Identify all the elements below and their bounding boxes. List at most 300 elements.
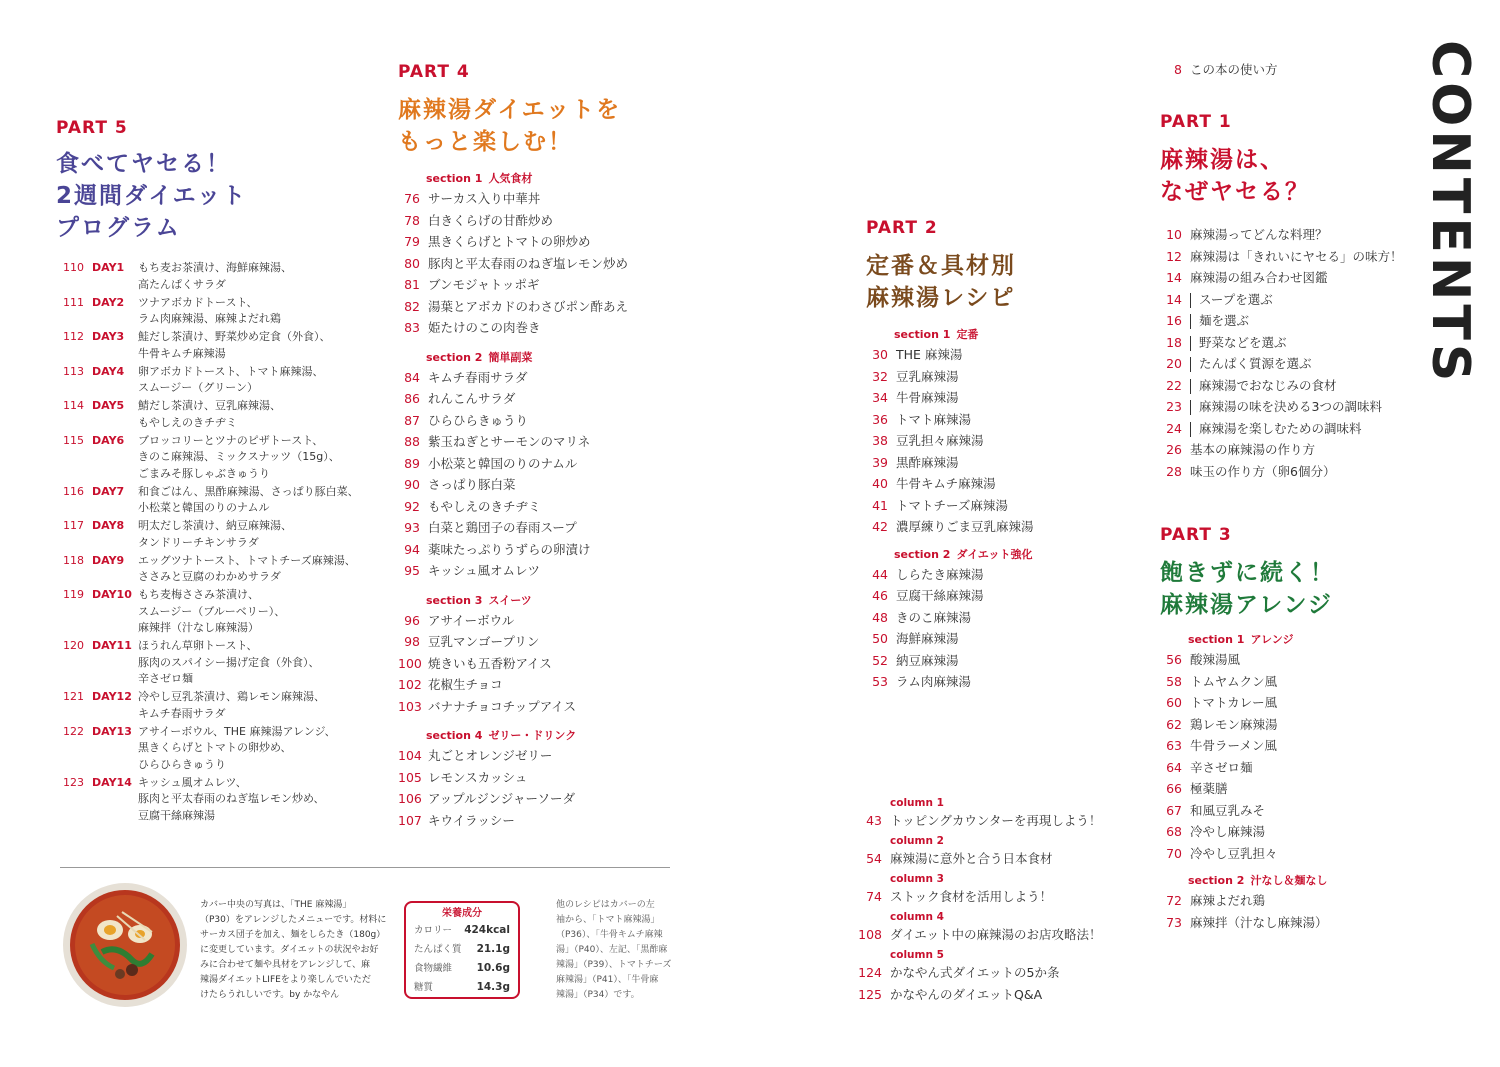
day-menu [138,775,325,825]
entry-text: 海鮮麻辣湯 [896,631,959,646]
toc-entry[interactable] [866,368,1146,390]
toc-entry[interactable] [1160,759,1420,781]
toc-entry[interactable] [398,676,698,698]
note-line: 辣湯」（P39）、トマトチーズ [556,960,672,970]
page-number: 98 [404,634,420,649]
entry-text: 豆乳担々麻辣湯 [896,433,984,448]
toc-entry[interactable] [1160,248,1420,270]
page-number: 39 [872,454,888,470]
section-title: ダイエット強化 [956,547,1033,561]
section-label: section 2 [894,547,951,561]
entry-text: 豆乳麻辣湯 [896,368,959,384]
toc-entry[interactable] [1160,845,1420,867]
page-number: 117 [63,519,84,532]
day-entry[interactable] [56,553,376,586]
toc-entry[interactable] [398,319,698,341]
part-title [398,94,698,158]
toc-entry[interactable] [398,655,698,677]
toc-entry[interactable] [398,255,698,277]
day-menu [138,433,340,483]
day-label: DAY4 [92,364,125,378]
day-label: DAY12 [92,690,132,703]
entry-text: 和風豆乳みそ [1190,802,1266,818]
toc-entry[interactable] [1160,355,1420,377]
menu-line: キムチ春雨サラダ [138,706,226,720]
entry-text: 黒きくらげとトマトの卵炒め [428,234,591,249]
section-title: 汁なし＆麺なし [1250,874,1328,887]
section-list [398,612,698,720]
cover-note [200,898,386,1003]
entry-text: 丸ごとオレンジゼリー [428,748,553,763]
page-number: 119 [63,588,84,601]
section-title: 簡単副菜 [488,350,533,364]
nutrition-row [414,940,510,959]
day-menu [138,638,320,688]
page-number: 14 [1166,291,1182,307]
toc-entry[interactable] [398,612,698,634]
entry-text: トムヤムクン風 [1190,673,1278,689]
toc-entry[interactable] [866,673,1146,695]
note-line: 麻辣湯」（P41）、「牛骨麻 [556,975,659,985]
toc-entry[interactable] [398,812,698,834]
toc-entry[interactable] [398,747,698,769]
toc-entry[interactable] [398,298,698,320]
toc-entry[interactable] [866,454,1146,476]
page-number: 114 [63,399,84,412]
section-list [1160,892,1420,935]
section-heading [894,544,1146,566]
page-number: 22 [1166,377,1182,393]
column-entry [858,887,1148,909]
note-line: （P36）、「牛骨キムチ麻辣 [556,930,663,940]
nutrition-box [404,901,520,999]
section-title: スイーツ [488,593,532,607]
page-number: 46 [872,588,888,603]
day-entry[interactable] [56,775,376,825]
section-list [866,566,1146,695]
page-number: 72 [1166,893,1182,908]
entry-text: 豆腐干絲麻辣湯 [896,588,984,603]
entry-text: しらたき麻辣湯 [896,566,984,582]
page-number: 10 [1166,227,1182,242]
note-line: サーカス団子を加え、麺をしらたき（180g） [200,930,386,940]
entry-text: 辛さゼロ麺 [1190,759,1253,775]
entry-text: 麻辣湯の味を決める3つの調味料 [1199,399,1382,414]
toc-entry[interactable] [398,390,698,412]
page-number: 58 [1166,673,1182,689]
entry-text: 味玉の作り方（卵6個分） [1190,463,1336,479]
part-label: PART 4 [398,62,470,82]
entry-text: 豚肉と平太春雨のねぎ塩レモン炒め [428,255,629,271]
day-entry[interactable] [56,260,376,293]
entry-text: トマトチーズ麻辣湯 [896,497,1008,513]
toc-entry[interactable] [398,698,698,720]
part4-block [398,62,698,833]
menu-line: 明太だし茶漬け、納豆麻辣湯、 [138,519,292,532]
toc-entry[interactable] [866,609,1146,631]
page-number: 82 [404,298,420,314]
part2-sections [866,324,1146,695]
column-item[interactable] [858,909,1148,947]
toc-entry[interactable] [1160,269,1420,291]
day-entry[interactable] [56,587,376,637]
nutrition-row [414,978,510,997]
section-label: section 1 [426,172,483,185]
page-number: 32 [872,368,888,384]
entry-text: ラム肉麻辣湯 [896,674,971,689]
toc-entry[interactable] [1160,441,1420,463]
nutrition-row [414,959,510,978]
page-number: 123 [63,775,84,789]
part-label: PART 5 [56,118,128,138]
column-label: column 2 [890,835,944,847]
toc-entry[interactable] [1160,914,1420,936]
page-number: 30 [872,347,888,362]
title-line: 飽きずに続く！ [1160,560,1335,586]
title-line: 定番＆具材別 [866,253,1016,279]
title-line: 食べてヤセる！ [56,151,231,177]
page-number: 115 [63,433,84,447]
entry-text: 納豆麻辣湯 [896,652,959,668]
menu-line: 和食ごはん、黒酢麻辣湯、さっぱり豚白菜、 [138,484,359,498]
toc-entry[interactable] [866,432,1146,454]
nutrition-value: 14.3g [476,981,510,993]
toc-entry[interactable] [398,519,698,541]
day-label: DAY5 [92,399,125,412]
page-number: 100 [398,655,422,671]
entry-text: 極薬膳 [1190,781,1228,796]
toc-entry[interactable] [398,433,698,455]
toc-entry[interactable] [398,498,698,520]
toc-entry[interactable] [1160,694,1420,716]
day-entry[interactable] [56,689,376,722]
page-number: 50 [872,631,888,646]
column-item[interactable] [858,871,1148,909]
entry-text: もやしえのきチヂミ [428,498,541,514]
toc-entry[interactable] [866,630,1146,652]
toc-entry[interactable] [866,518,1146,540]
entry-text: さっぱり豚白菜 [428,477,516,492]
menu-line: キッシュ風オムレツ、 [138,775,247,789]
toc-entry[interactable] [398,562,698,584]
menu-line: ほうれん草卵トースト、 [138,639,258,652]
sub-bar [1190,400,1191,415]
day-entry[interactable] [56,398,376,431]
page-number: 102 [398,677,422,692]
nutrition-value: 10.6g [476,962,510,974]
entry-text: 豆乳マンゴープリン [428,634,540,649]
menu-line: ひらひらきゅうり [138,757,226,771]
entry-text: たんぱく質源を選ぶ [1199,356,1312,371]
toc-entry[interactable] [1160,673,1420,695]
section-list [1160,651,1420,866]
day-entry[interactable] [56,329,376,362]
title-line: 2週間ダイエット [56,183,248,209]
menu-line: タンドリーチキンサラダ [138,535,259,549]
sub-bar [1190,336,1191,351]
menu-line: 黒きくらげとトマトの卵炒め、 [138,741,292,754]
column-item[interactable] [858,985,1148,1007]
day-label: DAY1 [92,261,125,274]
day-menu [138,295,281,328]
intro-entry[interactable] [1160,61,1278,83]
page-number: 86 [404,391,420,406]
section-title: ゼリー・ドリンク [488,729,577,742]
menu-line: ツナアボカドトースト、 [138,295,258,309]
nutrition-row [414,921,510,940]
page-number: 66 [1166,781,1182,796]
section-title: 定番 [956,328,979,341]
toc-entry[interactable] [1160,892,1420,914]
page-number: 110 [63,261,84,274]
toc-entry[interactable] [398,541,698,563]
page-number: 89 [404,455,420,471]
page-number: 94 [404,541,420,557]
menu-line: 高たんぱくサラダ [138,277,226,291]
page-number: 64 [1166,759,1182,775]
page-number: 104 [398,748,422,763]
toc-entry[interactable] [398,212,698,234]
toc-entry[interactable] [866,411,1146,433]
toc-entry[interactable] [1160,651,1420,673]
entry-text: 黒酢麻辣湯 [896,454,959,470]
column-entry [858,849,1148,871]
part3-sections [1160,629,1420,935]
column-entry [858,925,1148,947]
column-item[interactable] [858,947,1148,985]
toc-entry[interactable] [1160,802,1420,824]
page-number: 36 [872,411,888,427]
section-label: section 3 [426,593,483,607]
section-heading [1188,629,1420,651]
page-number: 103 [398,698,422,714]
toc-entry[interactable] [1160,291,1420,313]
toc-entry[interactable] [1160,737,1420,759]
toc-entry[interactable] [866,587,1146,609]
entry-text: 冷やし豆乳担々 [1190,845,1278,861]
menu-line: スムージー（ブルーベリー）、 [138,604,286,618]
page-number: 78 [404,212,420,228]
title-line: プログラム [56,215,181,241]
day-entry[interactable] [56,433,376,483]
part1-block [1160,112,1420,484]
entry-text: かなやんのダイエットQ&A [890,987,1043,1002]
entry-text: 麻辣湯ってどんな料理？ [1190,227,1328,242]
toc-entry[interactable] [1160,377,1420,399]
nutrition-title: 栄養成分 [442,908,482,919]
menu-line: ブロッコリーとツナのピザトースト、 [138,433,324,447]
toc-entry[interactable] [866,497,1146,519]
day-entry[interactable] [56,484,376,517]
entry-text: れんこんサラダ [428,391,516,406]
column-label: column 4 [890,911,944,923]
entry-text: 麻辣湯でおなじみの食材 [1199,377,1337,393]
toc-entry[interactable] [398,769,698,791]
toc-entry[interactable] [1160,716,1420,738]
entry-text: キムチ春雨サラダ [428,369,528,385]
entry-text: 牛骨麻辣湯 [896,390,959,405]
day-label: DAY3 [92,330,125,343]
entry-text: この本の使い方 [1190,62,1278,77]
entry-text: サーカス入り中華丼 [428,191,541,206]
entry-text: 牛骨キムチ麻辣湯 [896,476,996,491]
menu-line: 麻辣拌（汁なし麻辣湯） [138,621,259,634]
column-item[interactable] [858,833,1148,871]
page-number: 113 [63,364,84,378]
page-number: 20 [1166,356,1182,371]
day-menu [138,329,331,362]
day-entry[interactable] [56,295,376,328]
day-entry[interactable] [56,518,376,551]
page-number: 76 [404,191,420,206]
entry-text: レモンスカッシュ [428,769,528,785]
entry-text: 麻辣拌（汁なし麻辣湯） [1190,914,1328,930]
toc-entry[interactable] [1160,312,1420,334]
menu-line: 鯖だし茶漬け、豆乳麻辣湯、 [138,399,281,412]
sub-bar [1190,422,1191,437]
section-list [398,747,698,833]
toc-entry[interactable] [398,412,698,434]
toc-entry[interactable] [1160,780,1420,802]
columns-block [858,795,1148,1007]
nutrition-label: たんぱく質 [414,944,462,955]
toc-entry[interactable] [1160,420,1420,442]
page-number: 40 [872,476,888,491]
entry-text: 牛骨ラーメン風 [1190,738,1277,753]
page-number: 106 [398,791,422,806]
page-number: 92 [404,498,420,514]
entry-text: トマト麻辣湯 [896,411,972,427]
part-title [1160,557,1420,621]
toc-entry[interactable] [1160,823,1420,845]
day-menu [138,689,325,722]
page-number: 38 [872,433,888,448]
page-number: 24 [1166,420,1182,436]
toc-entry[interactable] [398,369,698,391]
day-menu [138,484,359,517]
toc-entry[interactable] [398,476,698,498]
other-recipes-note [556,898,671,1003]
day-label: DAY9 [92,553,125,567]
toc-entry[interactable] [1160,334,1420,356]
section-heading [426,725,698,747]
section-label: section 1 [1188,633,1245,646]
day-entry[interactable] [56,364,376,397]
menu-line: ごまみそ豚しゃぶきゅうり [138,466,270,480]
toc-entry[interactable] [398,790,698,812]
menu-line: もち麦梅ささみ茶漬け、 [138,588,259,601]
day-entry[interactable] [56,638,376,688]
menu-line: 小松菜と韓国のりのナムル [138,501,270,514]
day-label: DAY8 [92,519,125,532]
entry-text: トッピングカウンターを再現しよう！ [890,813,1102,828]
menu-line: エッグツナトースト、トマトチーズ麻辣湯、 [138,553,356,567]
entry-text: 湯葉とアボカドのわさびポン酢あえ [428,298,629,314]
toc-entry[interactable] [398,455,698,477]
toc-entry[interactable] [866,566,1146,588]
entry-text: 姫たけのこの肉巻き [428,320,541,335]
column-item[interactable] [858,795,1148,833]
part-label: PART 3 [1160,525,1232,545]
part5-days [56,260,376,824]
toc-entry[interactable] [1160,398,1420,420]
day-menu [138,398,281,431]
entry-text: ダイエット中の麻辣湯のお店攻略法！ [890,927,1102,942]
column-label: column 1 [890,797,944,809]
entry-text: ひらひらきゅうり [428,412,529,428]
note-line: みに合わせて麺や具材をアレンジして、麻 [200,960,371,970]
page-number: 44 [872,566,888,582]
day-label: DAY6 [92,433,125,447]
day-menu [138,553,356,586]
part-title [1160,144,1420,208]
entry-text: ストック食材を活用しよう！ [890,889,1053,904]
page-number: 107 [398,812,422,828]
page-number: 56 [1166,652,1182,667]
sub-bar [1190,293,1191,308]
entry-text: ブンモジャトッポギ [428,277,540,292]
toc-entry[interactable] [398,190,698,212]
page-number: 96 [404,612,420,628]
note-line: カバー中央の写真は、「THE 麻辣湯」 [200,900,352,910]
toc-entry[interactable] [866,346,1146,368]
toc-entry[interactable] [398,276,698,298]
divider [60,867,670,868]
entry-text: 濃厚練りごま豆乳麻辣湯 [896,519,1034,534]
part3-block [1160,525,1420,935]
menu-line: 豆腐干絲麻辣湯 [138,808,215,822]
entry-text: きのこ麻辣湯 [896,609,972,625]
page-number: 73 [1166,914,1182,930]
day-entry[interactable] [56,724,376,774]
page-number: 41 [872,497,888,513]
toc-entry[interactable] [866,475,1146,497]
toc-entry[interactable] [866,389,1146,411]
page-number: 81 [404,277,420,292]
day-label: DAY2 [92,295,125,309]
menu-line: 鮭だし茶漬け、野菜炒め定食（外食）、 [138,330,331,343]
menu-line: スムージー（グリーン） [138,381,259,394]
page-number: 70 [1166,845,1182,861]
page-number: 67 [1166,802,1182,818]
note-line: 辣湯」（P34）です。 [556,990,640,1000]
page-number: 18 [1166,334,1182,350]
page-number: 34 [872,390,888,405]
section-heading [426,590,698,612]
entry-text: 麺を選ぶ [1199,313,1250,328]
part-label: PART 1 [1160,112,1232,132]
column-entry [858,963,1148,985]
entry-text: 鶏レモン麻辣湯 [1190,716,1278,732]
section-list [398,190,698,341]
part-title [56,148,376,244]
toc-entry[interactable] [1160,463,1420,485]
toc-entry[interactable] [1160,226,1420,248]
toc-entry[interactable] [398,633,698,655]
toc-entry[interactable] [398,233,698,255]
entry-text: 焼きいも五香粉アイス [428,655,552,671]
section-title: 人気食材 [488,172,533,185]
part-title [866,250,1146,314]
entry-text: THE 麻辣湯 [896,347,963,362]
ramen-photo [62,882,188,1008]
title-line: 麻辣湯は、 [1160,147,1285,173]
toc-entry[interactable] [866,652,1146,674]
entry-text: 紫玉ねぎとサーモンのマリネ [428,434,591,449]
page-number: 62 [1166,716,1182,732]
note-line: けたらうれしいです。by かなやん [200,990,340,1000]
page-number: 111 [63,295,84,309]
